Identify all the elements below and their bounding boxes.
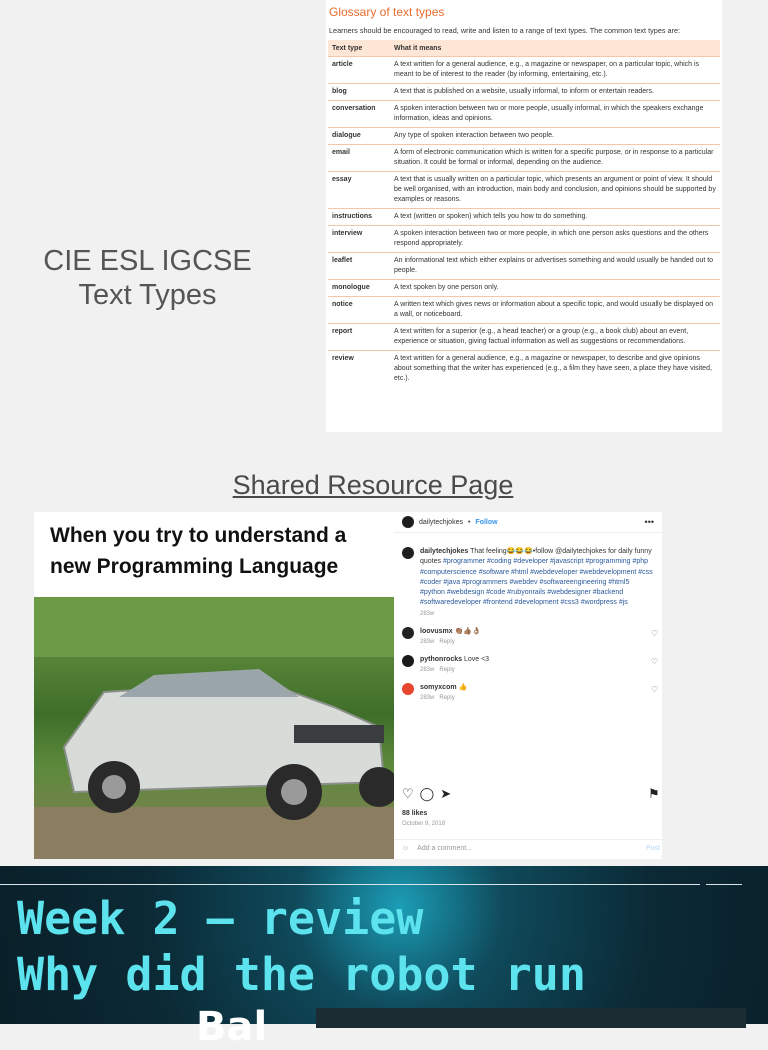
- car-illustration: [34, 597, 394, 859]
- comment-icon[interactable]: ◯: [419, 786, 435, 801]
- text-type-cell: review: [328, 351, 390, 388]
- meaning-cell: A text written for a superior (e.g., a head teacher) or a group (e.g., a book club) about an event, experience or situation, giving factual information as well as suggestions or recommendations.: [390, 324, 720, 351]
- avatar[interactable]: [402, 516, 414, 528]
- instagram-post: [394, 512, 662, 859]
- comment-username[interactable]: loovusmx: [420, 628, 453, 636]
- comment-text: 👍: [458, 684, 468, 692]
- avatar[interactable]: [402, 547, 414, 559]
- comment-row: [394, 627, 662, 647]
- glossary-panel: [326, 0, 722, 432]
- cie-title-line2: Text Types: [78, 279, 217, 311]
- more-options-icon[interactable]: •••: [644, 517, 654, 527]
- ig-actions: [402, 786, 660, 802]
- meme-image: [34, 512, 394, 859]
- meaning-cell: A text that is usually written on a particular topic, which presents an argument or point of view. It should be well organised, with an introduction, main body and conclusion, and opinions should be supported by examples or reasons.: [390, 172, 720, 209]
- share-icon[interactable]: ➤: [440, 786, 452, 801]
- reply-link[interactable]: Reply: [439, 639, 455, 646]
- meaning-cell: An informational text which either explains or advertises something and would usually be handed out to people.: [390, 253, 720, 280]
- add-comment-input[interactable]: Add a comment...: [417, 845, 473, 852]
- meme-caption: When you try to understand a new Programming Language: [50, 524, 347, 578]
- banner-divider-dash: [706, 884, 742, 885]
- table-row: [328, 280, 720, 297]
- banner-line2: Why did the robot run: [17, 948, 586, 1001]
- table-row: [328, 57, 720, 84]
- comment-username[interactable]: pythonrocks: [420, 656, 463, 664]
- follow-link[interactable]: Follow: [475, 518, 498, 526]
- reply-link[interactable]: Reply: [439, 695, 455, 702]
- meaning-cell: A text spoken by one person only.: [390, 280, 720, 297]
- table-row: [328, 351, 720, 388]
- meaning-cell: A spoken interaction between two or more people, in which one person asks questions and the others respond appropriately.: [390, 226, 720, 253]
- ig-comments: [394, 627, 662, 703]
- table-row: [328, 84, 720, 101]
- meaning-cell: A written text which gives news or information about a specific topic, and would usually be displayed on a wall, or noticeboard.: [390, 297, 720, 324]
- meaning-cell: A text written for a general audience, e.g., a magazine or newspaper, on a particular topic, which is meant to be of interest to the reader (by informing, entertaining, etc.).: [390, 57, 720, 84]
- table-row: [328, 101, 720, 128]
- meaning-cell: Any type of spoken interaction between two people.: [390, 128, 720, 145]
- meaning-cell: A form of electronic communication which is written for a specific purpose, or in response to a particular situation. It could be formal or informal, depending on the audience.: [390, 145, 720, 172]
- cie-title: [30, 244, 265, 312]
- glossary-table: [328, 40, 720, 387]
- table-row: [328, 209, 720, 226]
- text-type-cell: email: [328, 145, 390, 172]
- comment-age: 283w: [420, 695, 435, 702]
- banner-line3: Bal: [196, 1004, 268, 1050]
- text-type-cell: leaflet: [328, 253, 390, 280]
- avatar[interactable]: [402, 683, 414, 695]
- avatar[interactable]: [402, 655, 414, 667]
- reply-link[interactable]: Reply: [439, 667, 455, 674]
- text-type-cell: dialogue: [328, 128, 390, 145]
- post-date: October 9, 2018: [402, 821, 446, 827]
- comment-like-icon[interactable]: ♡: [650, 629, 658, 639]
- glossary-header-row: [328, 40, 720, 57]
- meaning-cell: A spoken interaction between two or more people, usually informal, in which the speakers exchange information, ideas and opinions.: [390, 101, 720, 128]
- comment-username[interactable]: somyxcom: [420, 684, 457, 692]
- banner-divider: [0, 884, 700, 885]
- add-comment-bar: [394, 839, 670, 852]
- caption-text: That feeling😂😂😂•follow @dailytechjokes for daily funny quotes: [420, 548, 652, 566]
- banner-line1: Week 2 – review: [17, 892, 424, 945]
- table-row: [328, 297, 720, 324]
- table-row: [328, 128, 720, 145]
- meme-car-photo: [34, 597, 394, 859]
- glossary-heading: Glossary of text types: [329, 5, 445, 19]
- comment-like-icon[interactable]: ♡: [650, 685, 658, 695]
- comment-text: Love <3: [463, 656, 490, 664]
- text-type-cell: blog: [328, 84, 390, 101]
- meaning-cell: A text (written or spoken) which tells you how to do something.: [390, 209, 720, 226]
- caption-age: 283w: [420, 610, 435, 617]
- comment-age: 283w: [420, 667, 435, 674]
- text-type-cell: article: [328, 57, 390, 84]
- text-type-cell: conversation: [328, 101, 390, 128]
- table-row: [328, 145, 720, 172]
- comment-text: 👏🏽👍🏽👌🏽: [454, 628, 481, 636]
- like-icon[interactable]: ♡: [402, 786, 414, 801]
- glossary-body: [328, 57, 720, 388]
- meaning-cell: A text written for a general audience, e.g., a magazine or newspaper, to describe and give opinions about something that the writer has experienced (e.g., a film they have seen, a place they have visited, etc.).: [390, 351, 720, 388]
- shared-resource-link[interactable]: Shared Resource Page: [232, 470, 514, 500]
- comment-age: 283w: [420, 639, 435, 646]
- comment-row: [394, 655, 662, 675]
- avatar[interactable]: [402, 627, 414, 639]
- text-type-cell: essay: [328, 172, 390, 209]
- caption-hashtags[interactable]: #programmer #coding #developer #javascript #programming #php #computerscience #software #html #webdeveloper #webdevelopment #css #coder #java #programmers #webdev #softwareengineering #html5 #python #webdesign #code #rubyonrails #webdesigner #backend #softwaredeveloper #frontend #development #css3 #wordpress #js: [420, 558, 653, 607]
- table-row: [328, 172, 720, 209]
- ig-username[interactable]: dailytechjokes: [419, 518, 463, 526]
- col-meaning-header: What it means: [390, 40, 720, 57]
- post-button[interactable]: Post: [645, 845, 660, 852]
- emoji-icon[interactable]: ☺: [402, 845, 410, 852]
- ig-caption: [394, 533, 662, 619]
- week-banner: [0, 866, 768, 1050]
- glossary-intro: Learners should be encouraged to read, write and listen to a range of text types. The common text types are:: [329, 26, 681, 35]
- table-row: [328, 324, 720, 351]
- text-type-cell: report: [328, 324, 390, 351]
- comment-row: [394, 683, 662, 703]
- text-type-cell: monologue: [328, 280, 390, 297]
- text-type-cell: notice: [328, 297, 390, 324]
- col-type-header: Text type: [328, 40, 390, 57]
- bookmark-icon[interactable]: ⚑: [648, 786, 660, 801]
- caption-username[interactable]: dailytechjokes: [420, 548, 469, 555]
- table-row: [328, 253, 720, 280]
- table-row: [328, 226, 720, 253]
- text-type-cell: instructions: [328, 209, 390, 226]
- cie-title-line1: CIE ESL IGCSE: [43, 245, 252, 277]
- banner-overlay-box: [316, 1008, 746, 1028]
- meaning-cell: A text that is published on a website, usually informal, to inform or entertain readers.: [390, 84, 720, 101]
- ig-header: dailytechjokes • Follow •••: [394, 512, 662, 533]
- likes-count[interactable]: 88 likes: [402, 810, 428, 817]
- comment-like-icon[interactable]: ♡: [650, 657, 658, 667]
- text-type-cell: interview: [328, 226, 390, 253]
